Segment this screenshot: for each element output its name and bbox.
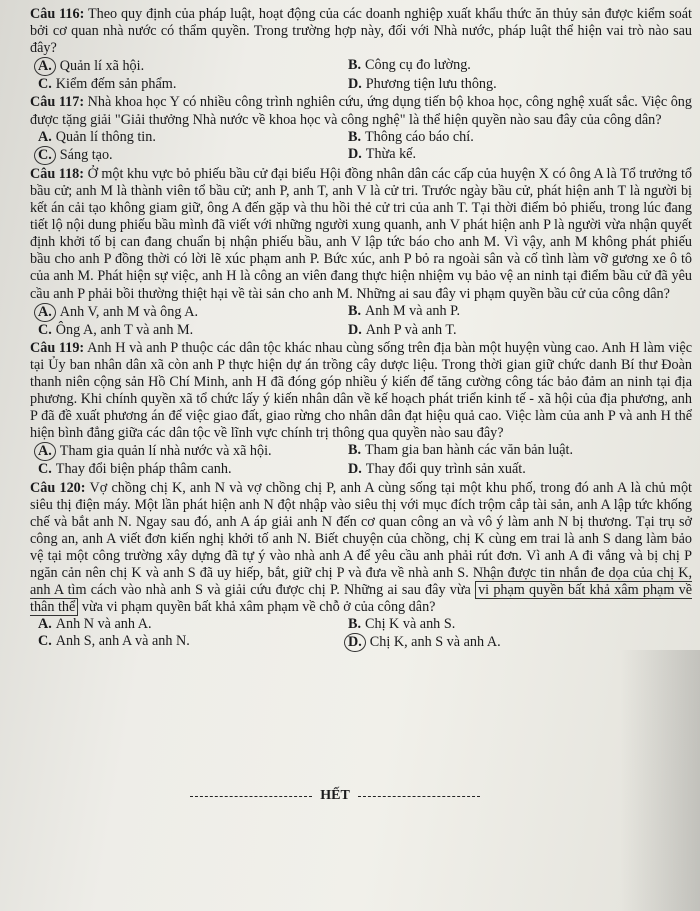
option-letter-marked: A. — [34, 303, 56, 322]
option-letter: A. — [38, 128, 52, 145]
option-a — [30, 57, 348, 76]
question-119 — [30, 340, 692, 479]
option-a — [30, 616, 348, 633]
option-d — [348, 322, 688, 339]
divider — [358, 796, 480, 797]
option-b — [348, 303, 688, 322]
option-b — [348, 442, 688, 461]
end-label: HẾT — [320, 788, 350, 803]
option-c — [30, 146, 348, 165]
option-text: Thừa kế. — [365, 145, 417, 162]
option-letter-marked: A. — [34, 57, 56, 76]
question-120 — [30, 480, 692, 653]
option-c — [30, 322, 348, 339]
option-text: Sáng tạo. — [59, 146, 113, 163]
option-letter: A. — [38, 616, 52, 633]
option-text: Anh P và anh T. — [365, 321, 457, 338]
option-text: Quản lí xã hội. — [59, 58, 145, 75]
exam-content — [30, 6, 692, 653]
option-text: Phương tiện lưu thông. — [365, 76, 497, 93]
option-text: Anh N và anh A. — [55, 616, 152, 633]
option-text: Thay đổi quy trình sản xuất. — [365, 461, 526, 478]
option-letter-marked: D. — [344, 633, 366, 652]
option-d — [348, 461, 688, 478]
question-number: Câu 117: — [30, 94, 85, 111]
option-text: Chị K và anh S. — [365, 616, 456, 633]
option-text: Thay đổi biện pháp thâm canh. — [55, 461, 232, 478]
question-text: Vợ chồng chị K, anh N và vợ chồng chị P, anh A cùng sống tại một khu phố, trong đó anh A là chủ một siêu thị điện máy. Một lần phát hiện anh N đột nhập vào siêu thị với mục đích trộm cắp tài sản, anh A lập tức khống chế và bắt anh N. Ngay sau đó, anh A áp giải anh N đến cơ quan công an và vô ý làm anh N bị thương. Tại trụ sở công an, anh A viết đơn kiến nghị khởi tố anh N. Biết chuyện của chồng, chị K cùng em trai là anh S dang làm bảo vệ tại một công trường xây dựng đã tự ý vào nhà anh A để yêu cầu anh phải rút đơn. Vì anh A đi vắng và bị chị P ngăn cản nên chị K và anh S đã uy hiếp, bắt, giữ chị P và đưa về nhà anh S. Nhận được tin nhắn đe dọa của chị K, anh A tìm cách vào nhà anh S và giải cứu được chị P. Những ai sau đây vừa — [30, 479, 692, 599]
option-letter: C. — [38, 76, 52, 93]
option-c — [30, 633, 348, 652]
option-a — [30, 129, 348, 146]
question-number: Câu 116: — [30, 6, 85, 22]
option-text: Công cụ đo lường. — [365, 57, 471, 74]
options-grid — [30, 57, 692, 93]
option-letter-marked: A. — [34, 442, 56, 461]
option-letter: B. — [348, 442, 362, 459]
option-c — [30, 76, 348, 93]
option-d — [348, 76, 688, 93]
option-letter: B. — [348, 616, 362, 633]
option-letter: B. — [348, 302, 362, 319]
option-letter: C. — [38, 633, 52, 650]
option-letter: B. — [348, 57, 362, 74]
handwritten-box-highlight: vi phạm quyền bất khả xâm phạm về thân thể — [30, 582, 692, 616]
option-letter: D. — [348, 145, 362, 162]
option-letter: D. — [348, 76, 362, 93]
options-grid — [30, 129, 692, 165]
option-letter-marked: C. — [34, 146, 56, 165]
option-text: Anh S, anh A và anh N. — [55, 633, 190, 650]
option-d — [348, 146, 688, 165]
question-text: Anh H và anh P thuộc các dân tộc khác nhau cùng sống trên địa bàn một huyện vùng cao. Anh H làm việc tại Ủy ban nhân dân xã còn anh P thực hiện dự án trồng cây dược liệu. Trong thời gian giữ chức danh Bí thư Đoàn thanh niên cộng sản Hồ Chí Minh, anh H đã đóng góp nhiều ý kiến để tăng cường công tác bảo đảm an ninh tại địa phương. Khi chính quyền xã tổ chức lấy ý kiến nhân dân về kế hoạch phát triển kinh tế - xã hội của địa phương, anh P đã đề xuất phương án để việc giao đất, giao rừng cho nhân dân đạt hiệu quả cao. Việc làm của anh P và anh H thể hiện bình đẳng giữa các dân tộc về lĩnh vực chính trị thông qua quyền nào sau đây? — [30, 339, 693, 442]
question-number: Câu 119: — [30, 339, 85, 356]
question-text: Ở một khu vực bỏ phiếu bầu cử đại biểu Hội đồng nhân dân các cấp của huyện X có ông A là Tổ trưởng tổ bầu cử; anh M là thành viên tổ bầu cử; anh P, anh T, anh V là cử tri. Trước ngày bầu cử, phát hiện anh T là người bị kết án cải tạo không giam giữ, ông A đến gặp và thu hồi thẻ cử tri của anh T. Tại thời điểm bỏ phiếu, trong lúc đang tiết lộ nội dung phiếu bầu mình đã viết với những người xung quanh, anh V phát hiện anh P là người vừa nhận quyết định khởi tố bị can đang chuẩn bị nhận phiếu bầu, anh V lập tức báo cho anh M. Vì vậy, anh M không phát phiếu bầu cho anh P đồng thời có lời lẽ xúc phạm anh P. Bức xúc, anh P bỏ ra ngoài sân và cố tình làm vỡ gương xe ô tô của anh M. Phát hiện sự việc, anh H là công an viên đang thực hiện nhiệm vụ bảo vệ an ninh tại điểm bầu cử đã yêu cầu anh P phải bồi thường thiệt hại về tài sản cho anh M. Những ai sau đây vi phạm quyền bầu cử của công dân? — [30, 165, 693, 302]
question-text: Nhà khoa học Y có nhiều công trình nghiên cứu, ứng dụng tiến bộ khoa học, công nghệ xuất sắc. Việc ông được tặng giải "Giải thưởng Nhà nước về khoa học và công nghệ" là thể hiện quyền nào sau đây của công dân? — [30, 94, 692, 128]
divider — [190, 796, 312, 797]
option-b — [348, 57, 688, 76]
option-text: Tham gia ban hành các văn bản luật. — [365, 442, 574, 459]
option-text: Thông cáo báo chí. — [365, 128, 474, 145]
option-letter: C. — [38, 321, 52, 338]
option-text: Tham gia quản lí nhà nước và xã hội. — [59, 443, 272, 460]
question-text-end: vừa vi phạm quyền bất khả xâm phạm về chỗ ở của công dân? — [78, 599, 436, 616]
option-a — [30, 303, 348, 322]
options-grid — [30, 616, 692, 652]
option-text: Anh V, anh M và ông A. — [59, 303, 198, 320]
question-text: Theo quy định của pháp luật, hoạt động của các doanh nghiệp xuất khẩu thức ăn thủy sản được kiểm soát bởi cơ quan nhà nước có thẩm quyền. Trong trường hợp này, đối với Nhà nước, pháp luật thể hiện vai trò nào sau đây? — [30, 6, 692, 57]
question-118 — [30, 166, 692, 339]
option-letter: D. — [348, 461, 362, 478]
option-text: Kiểm đếm sản phẩm. — [55, 76, 177, 93]
question-number: Câu 120: — [30, 479, 86, 496]
options-grid — [30, 303, 692, 339]
option-letter: B. — [348, 128, 362, 145]
option-text: Chị K, anh S và anh A. — [369, 634, 501, 651]
photo-shadow — [620, 650, 700, 911]
option-b — [348, 129, 688, 146]
question-number: Câu 118: — [30, 165, 85, 182]
options-grid — [30, 442, 692, 478]
option-b — [348, 616, 688, 633]
option-text: Quản lí thông tin. — [55, 128, 156, 145]
option-letter: C. — [38, 461, 52, 478]
option-letter: D. — [348, 321, 362, 338]
end-marker — [190, 788, 480, 804]
option-text: Anh M và anh P. — [365, 302, 460, 319]
question-117 — [30, 94, 692, 164]
option-c — [30, 461, 348, 478]
question-116 — [30, 6, 692, 93]
option-text: Ông A, anh T và anh M. — [55, 321, 194, 338]
option-a — [30, 442, 348, 461]
